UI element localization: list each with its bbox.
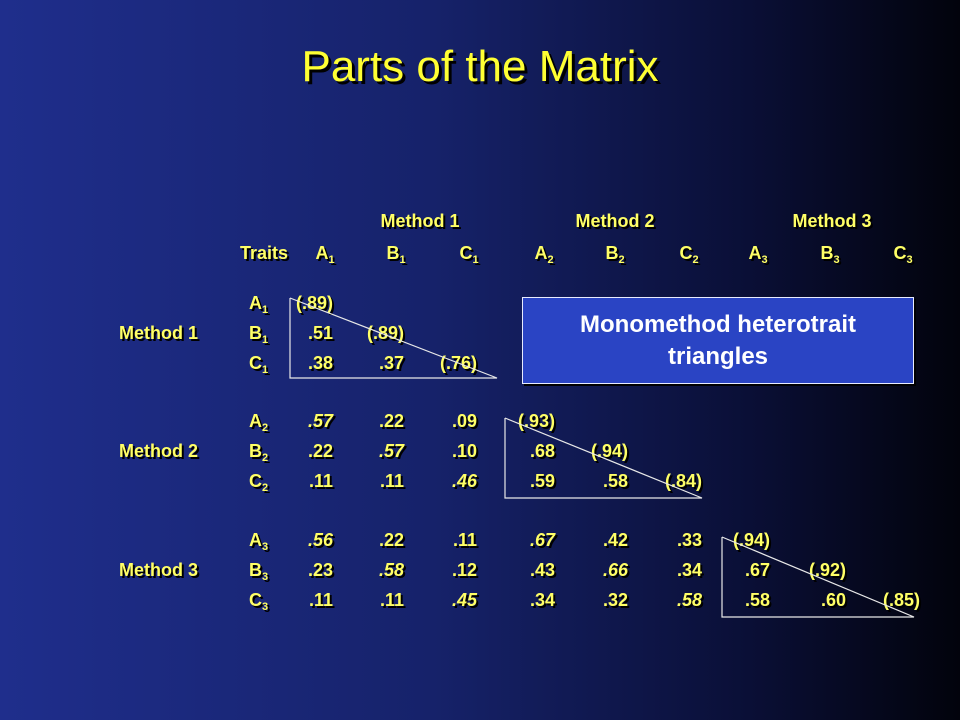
row-trait-a2: $A_2$ [249,411,269,434]
column-trait-a2: $A_2$ [534,243,554,266]
column-trait-b1: $B_1$ [386,243,406,266]
matrix-cell: .23 [307,560,333,580]
matrix-cell: .58 [744,590,770,610]
matrix-cell: .38 [307,353,333,373]
matrix-cell: .33 [676,530,702,550]
column-trait-a3: $A_3$ [748,243,768,266]
matrix-cell: (.89) [366,323,404,343]
row-trait-b3: $B_3$ [249,560,269,583]
triangle-method-3 [722,537,914,617]
matrix-cell: .22 [378,530,404,550]
column-trait-a1: $A_1$ [315,243,335,266]
matrix-cell: .34 [676,560,702,580]
matrix-cell: .11 [308,590,333,610]
matrix-cell: .10 [451,441,477,461]
matrix-cell: .34 [529,590,555,610]
matrix-cell: (.92) [808,560,846,580]
matrix-cell: .11 [452,530,477,550]
matrix-cell: .11 [379,590,404,610]
matrix-cell: .11 [308,471,333,491]
matrix-cell: .59 [529,471,555,491]
matrix-cell: .66 [602,560,628,580]
matrix-cell: (.76) [439,353,477,373]
matrix-cell: .32 [602,590,628,610]
matrix-cell: .22 [307,441,333,461]
matrix-cell: (.93) [517,411,555,431]
matrix-cell: (.89) [295,293,333,313]
matrix-cell: .57 [307,411,333,431]
column-trait-c2: $C_2$ [679,243,699,266]
method-header-3: Method 3 [792,211,872,231]
callout-monomethod-heterotrait [522,297,914,384]
matrix-cell: .45 [451,590,477,610]
matrix-cell: .68 [529,441,555,461]
row-trait-c2: $C_2$ [249,471,269,494]
callout-line-2: triangles [667,342,769,370]
matrix-cell: .67 [529,530,555,550]
row-trait-c1: $C_1$ [249,353,269,376]
matrix-cell: (.94) [590,441,628,461]
matrix-cell: .46 [451,471,477,491]
row-trait-b1: $B_1$ [249,323,269,346]
matrix-cell: .58 [602,471,628,491]
matrix-cell: (.85) [882,590,920,610]
triangle-method-1 [290,298,497,378]
matrix-cell: .12 [451,560,477,580]
row-method-label-1: Method 1 [119,323,198,343]
row-trait-a3: $A_3$ [249,530,269,553]
matrix-cell: .37 [378,353,404,373]
column-trait-b2: $B_2$ [605,243,625,266]
matrix-cell: .43 [529,560,555,580]
matrix-cell: .56 [307,530,333,550]
callout-line-1: Monomethod heterotrait [580,310,856,338]
row-trait-c3: $C_3$ [249,590,269,613]
matrix-cell: .58 [378,560,404,580]
triangle-method-2 [505,418,702,498]
method-header-1: Method 1 [380,211,460,231]
matrix-cell: (.84) [664,471,702,491]
column-trait-c1: $C_1$ [459,243,479,266]
matrix-cell: .22 [378,411,404,431]
slide-title: Parts of the Matrix [301,42,659,91]
matrix-cell: .11 [379,471,404,491]
matrix-cell: .67 [744,560,770,580]
row-method-label-3: Method 3 [119,560,198,580]
matrix-cell: (.94) [732,530,770,550]
row-trait-b2: $B_2$ [249,441,269,464]
column-trait-b3: $B_3$ [820,243,840,266]
matrix-cell: .51 [307,323,333,343]
matrix-cell: .57 [378,441,404,461]
matrix-cell: .58 [676,590,702,610]
row-trait-a1: $A_1$ [249,293,269,316]
row-method-label-2: Method 2 [119,441,198,461]
matrix-cell: .60 [820,590,846,610]
matrix-cell: .42 [602,530,628,550]
method-header-2: Method 2 [575,211,655,231]
matrix-cell: .09 [451,411,477,431]
traits-label: Traits [239,243,288,263]
column-trait-c3: $C_3$ [893,243,913,266]
